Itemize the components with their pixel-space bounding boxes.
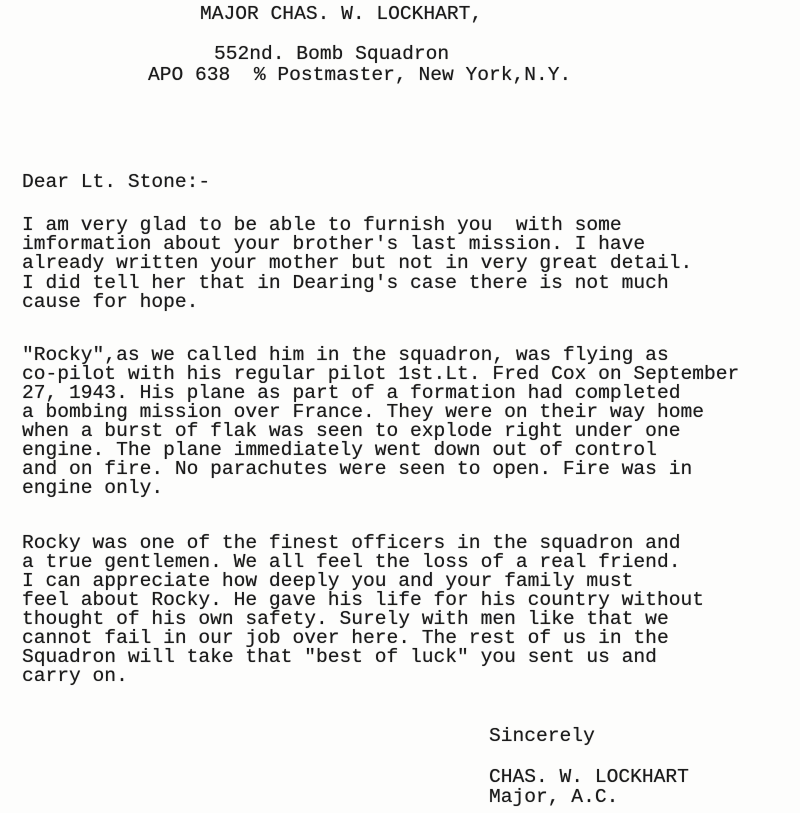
- paragraph-line: engine only.: [22, 477, 164, 499]
- paragraph-line: already written your mother but not in very great detail.: [22, 252, 693, 274]
- letterhead-address: APO 638 % Postmaster, New York,N.Y.: [148, 64, 572, 86]
- paragraph-line: a true gentlemen. We all feel the loss of a real friend.: [22, 551, 681, 573]
- paragraph-line: engine. The plane immediately went down out of control: [22, 439, 657, 461]
- paragraph-line: cannot fail in our job over here. The rest of us in the: [22, 627, 669, 649]
- paragraph-line: I can appreciate how deeply you and your family must: [22, 570, 634, 592]
- paragraph-line: a bombing mission over France. They were on their way home: [22, 401, 704, 423]
- paragraph-line: I did tell her that in Dearing's case there is not much: [22, 272, 669, 294]
- letterhead-unit: 552nd. Bomb Squadron: [214, 43, 450, 65]
- paragraph-line: feel about Rocky. He gave his life for his country without: [22, 589, 704, 611]
- valediction: Sincerely: [489, 725, 595, 747]
- paragraph-line: cause for hope.: [22, 291, 199, 313]
- salutation: Dear Lt. Stone:-: [22, 171, 211, 193]
- paragraph-line: Squadron will take that "best of luck" you sent us and: [22, 646, 657, 668]
- paragraph-line: carry on.: [22, 665, 128, 687]
- signer-title: Major, A.C.: [489, 786, 619, 808]
- paragraph-line: "Rocky",as we called him in the squadron, was flying as: [22, 344, 669, 366]
- paragraph-line: imformation about your brother's last mission. I have: [22, 233, 646, 255]
- paragraph-line: thought of his own safety. Surely with men like that we: [22, 608, 669, 630]
- paragraph-line: co-pilot with his regular pilot 1st.Lt. Fred Cox on September: [22, 363, 740, 385]
- paragraph-line: and on fire. No parachutes were seen to open. Fire was in: [22, 458, 693, 480]
- paragraph-line: I am very glad to be able to furnish you with some: [22, 214, 622, 236]
- paragraph-line: 27, 1943. His plane as part of a formation had completed: [22, 382, 681, 404]
- letterhead-name: MAJOR CHAS. W. LOCKHART,: [200, 3, 483, 25]
- paragraph-line: Rocky was one of the finest officers in the squadron and: [22, 532, 681, 554]
- paragraph-line: when a burst of flak was seen to explode right under one: [22, 420, 681, 442]
- signer-name: CHAS. W. LOCKHART: [489, 766, 689, 788]
